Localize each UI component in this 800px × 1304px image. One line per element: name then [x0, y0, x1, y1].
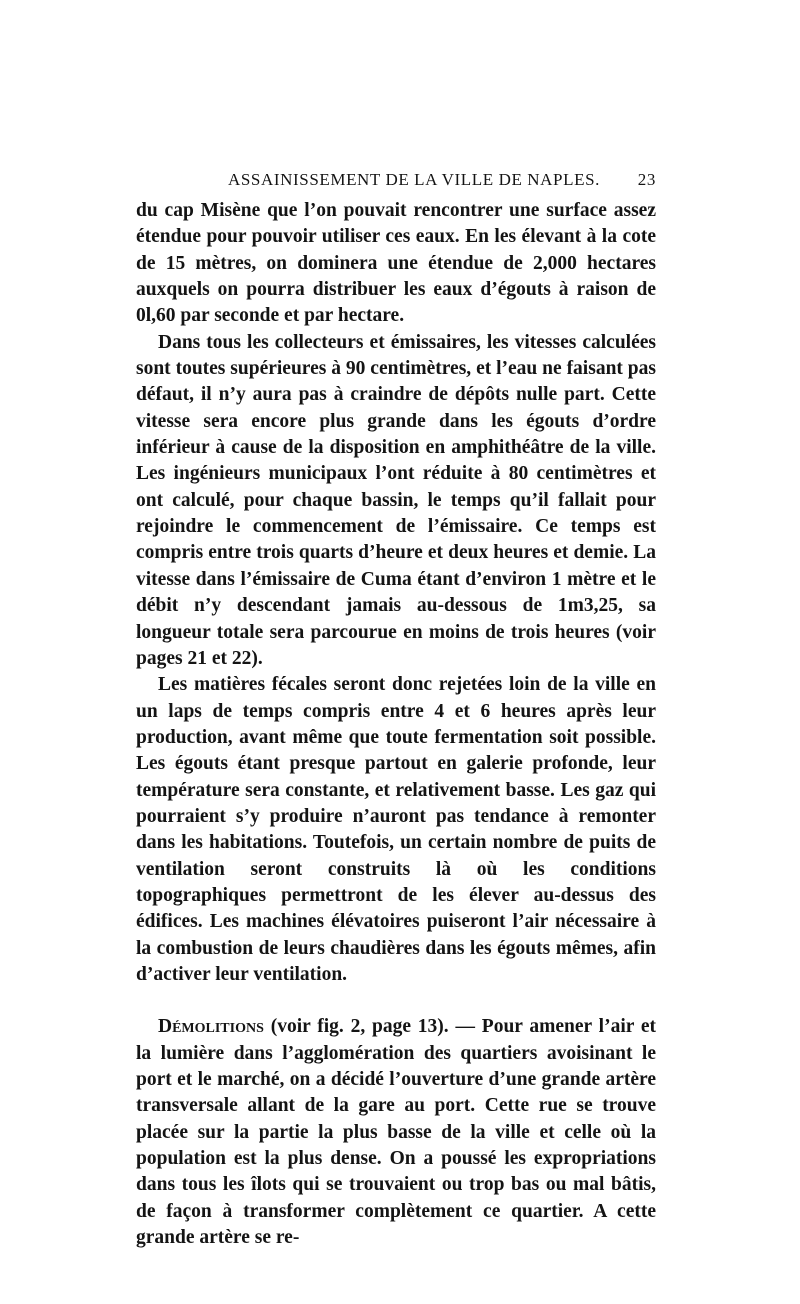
paragraph-demolitions — [136, 1014, 656, 1251]
section-text-demolitions: (voir fig. 2, page 13). — Pour amener l’air et la lumière dans l’agglomération des quartiers avoisinant le port et le marché, on a décidé l’ouverture d’une grande artère transversale allant de la gare au port. Cette rue se trouve placée sur la partie la plus basse de la ville et celle où la population est la plus dense. On a poussé les expropriations dans tous les îlots qui se trouvaient ou trop bas ou mal bâtis, de façon à transformer complètement ce quartier. A cette grande artère se re- — [136, 1016, 656, 1249]
body-text — [136, 198, 656, 1251]
running-title: ASSAINISSEMENT DE LA VILLE DE NAPLES. — [228, 170, 600, 189]
paragraph-fecal-matter: Les matières fécales seront donc rejetées loin de la ville en un laps de temps compris entre 4 et 6 heures après leur production, avant même que toute fermentation soit possible. Les égouts étant presque partout en galerie profonde, leur température sera constante, et relativement basse. Les gaz qui pourraient s’y produire n’auront pas tendance à remonter dans les habitations. Toutefois, un certain nombre de puits de ventilation seront construits là où les conditions topographiques permettront de les élever au-dessus des édifices. Les machines élévatoires puiseront l’air nécessaire à la combustion de leurs chaudières dans les égouts mêmes, afin d’activer leur ventilation. — [136, 674, 656, 985]
section-heading-demolitions: Démolitions — [158, 1016, 264, 1038]
paragraph-continuation: du cap Misène que l’on pouvait rencontrer une surface assez étendue pour pouvoir utiliser ces eaux. En les élevant à la cote de 15 mètres, on dominera une étendue de 2,000 hectares auxquels on pourra distribuer les eaux d’égouts à raison de 0l,60 par seconde et par hectare. — [136, 200, 656, 327]
paragraph-velocities: Dans tous les collecteurs et émissaires, les vitesses calculées sont toutes supérieures à 90 centimètres, et l’eau ne faisant pas défaut, il n’y aura pas à craindre de dépôts nulle part. Cette vitesse sera encore plus grande dans les égouts d’ordre inférieur à cause de la disposition en amphithéâtre de la ville. Les ingénieurs municipaux l’ont réduite à 80 centimètres et ont calculé, pour chaque bassin, le temps qu’il fallait pour rejoindre le commencement de l’émissaire. Ce temps est compris entre trois quarts d’heure et deux heures et demie. La vitesse dans l’émissaire de Cuma étant d’environ 1 mètre et le débit n’y descendant jamais au-dessous de 1m3,25, sa longueur totale sera parcourue en moins de trois heures (voir pages 21 et 22). — [136, 331, 656, 669]
page-number: 23 — [637, 170, 656, 189]
running-head — [136, 170, 656, 194]
